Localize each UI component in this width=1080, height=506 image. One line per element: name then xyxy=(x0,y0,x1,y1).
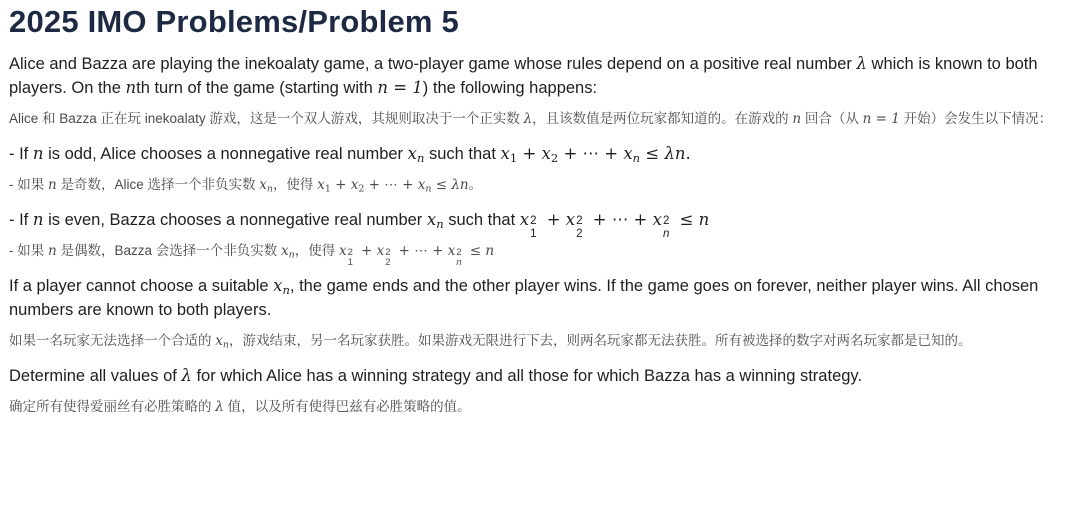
odd-rule-en: - If n is odd, Alice chooses a nonnegative real number $x_n$ such that $x_1 + x_2$ + ⋯ + $x_n \le \lambda n$. xyxy=(9,144,691,165)
ending-paragraph-zh: 如果一名玩家无法选择一个合适的 $x_n$，游戏结束，另一名玩家获胜。如果游戏无限进行下去，则两名玩家都无法获胜。所有被选择的数字对两名玩家都是已知的。 xyxy=(9,333,972,351)
question-zh: 确定所有使得爱丽丝有必胜策略的 λ 值，以及所有使得巴兹有必胜策略的值。 xyxy=(9,399,471,415)
question-en: Determine all values of λ for which Alice has a winning strategy and all those for which Bazza has a winning strategy. xyxy=(9,366,863,385)
ending-paragraph-en: If a player cannot choose a suitable $x_n$, the game ends and the other player wins. If the game goes on forever, neither player wins. All chosen numbers are known to both players. xyxy=(9,276,1039,319)
intro-paragraph-zh: Alice 和 Bazza 正在玩 inekoalaty 游戏，这是一个双人游戏，其规则取决于一个正实数 λ，且该数值是两位玩家都知道的。在游戏的 n 回合（从 n = 1 开始）会发生以下情况： xyxy=(9,111,1053,127)
odd-inequality: $x_1 + x_2$ + ⋯ + $x_n \le \lambda n$. xyxy=(500,144,691,165)
even-inequality: x 2 1 + x 2 2 + ⋯ + x 2 n ≤ n xyxy=(519,210,710,241)
even-rule-en: - If n is even, Bazza chooses a nonnegative real number $x_n$ such that x 2 1 + x 2 2 + ⋯ + x 2 n ≤ n xyxy=(9,210,710,241)
math-n-eq-1: n = 1 xyxy=(377,78,423,97)
intro-paragraph-en: Alice and Bazza are playing the inekoalaty game, a two-player game whose rules depend on a positive real number λ which is known to both players. On the nth turn of the game (starting with n = 1) the following happens: xyxy=(9,54,1038,97)
math-lambda: λ xyxy=(856,54,867,73)
page-title: 2025 IMO Problems/Problem 5 xyxy=(9,4,459,39)
math-n: n xyxy=(125,78,137,97)
odd-rule-zh: - 如果 n 是奇数，Alice 选择一个非负实数 $x_n$，使得 $x_1 + x_2$ + ⋯ + $x_n \le \lambda n$。 xyxy=(9,177,483,195)
even-rule-zh: - 如果 n 是偶数，Bazza 会选择一个非负实数 $x_n$，使得 x 2 1 + x 2 2 + ⋯ + x 2 n ≤ n xyxy=(9,243,495,269)
